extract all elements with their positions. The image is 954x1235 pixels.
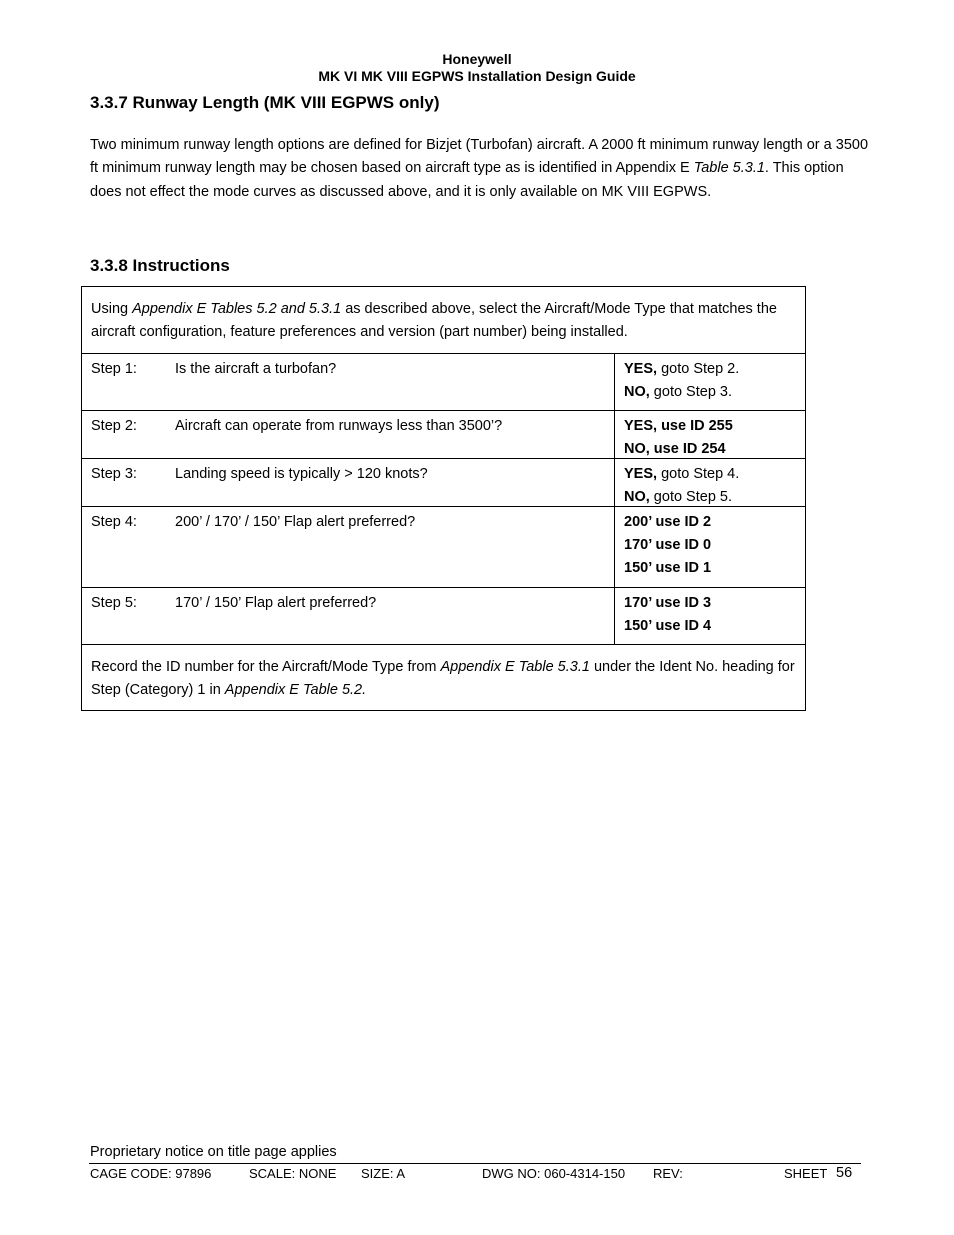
step-label: Step 1: bbox=[91, 360, 137, 377]
step-question-cell bbox=[82, 588, 615, 644]
step-question: Is the aircraft a turbofan? bbox=[175, 360, 337, 377]
answer-text: goto Step 4. bbox=[657, 465, 740, 482]
answer-line: 170’ use ID 3 bbox=[624, 594, 712, 611]
answer-text: goto Step 5. bbox=[649, 488, 733, 505]
instructions-table bbox=[81, 286, 806, 711]
step-row-3 bbox=[82, 458, 805, 506]
page-header bbox=[0, 51, 954, 85]
drawing-number: DWG NO: 060-4314-150 bbox=[482, 1166, 626, 1181]
step-answer-cell bbox=[615, 411, 805, 458]
step-question: 200’ / 170’ / 150’ Flap alert preferred? bbox=[175, 513, 416, 530]
step-question-cell bbox=[82, 459, 615, 506]
sheet-label: SHEET bbox=[784, 1166, 828, 1181]
step-row-5 bbox=[82, 587, 805, 644]
answer-line: YES, use ID 255 bbox=[624, 417, 733, 434]
answer-line: NO, use ID 254 bbox=[624, 440, 726, 457]
step-question: Aircraft can operate from runways less than 3500’? bbox=[175, 417, 503, 434]
intro-text bbox=[82, 287, 805, 353]
answer-line: 150’ use ID 4 bbox=[624, 617, 712, 634]
intro-text-a: Using bbox=[91, 301, 133, 317]
answer-keyword: NO, bbox=[624, 488, 650, 505]
intro-table-ref: Appendix E Tables 5.2 and 5.3.1 bbox=[132, 301, 342, 317]
revision: REV: bbox=[653, 1166, 683, 1181]
step-label: Step 2: bbox=[91, 417, 137, 434]
cage-code: CAGE CODE: 97896 bbox=[90, 1166, 212, 1181]
step-row-4 bbox=[82, 506, 805, 587]
answer-line bbox=[624, 381, 805, 404]
step-answer-cell bbox=[615, 507, 805, 587]
record-text-b: under the Ident No. heading for Step (Category) 1 in bbox=[91, 658, 795, 698]
guide-title: MK VI MK VIII EGPWS Installation Design Guide bbox=[318, 68, 636, 84]
answer-text: goto Step 3. bbox=[649, 383, 733, 400]
step-label: Step 5: bbox=[91, 594, 137, 611]
step-question-cell bbox=[82, 507, 615, 587]
scale: SCALE: NONE bbox=[249, 1166, 337, 1181]
answer-line: 150’ use ID 1 bbox=[624, 560, 712, 577]
record-text bbox=[82, 645, 805, 711]
answer-keyword: YES, bbox=[624, 360, 658, 377]
answer-text: goto Step 2. bbox=[657, 360, 740, 377]
step-question-cell bbox=[82, 411, 615, 458]
step-row-2 bbox=[82, 410, 805, 458]
record-text-a: Record the ID number for the Aircraft/Mode Type from bbox=[91, 658, 441, 675]
answer-line bbox=[624, 358, 805, 381]
runway-para-text-a: Two minimum runway length options are defined for Bizjet (Turbofan) aircraft. A 2000 ft minimum runway length or a 3500 ft minimum runway length may be chosen based on aircraft type as is identified in Appendix E bbox=[90, 137, 869, 177]
record-table-ref-1: Appendix E Table 5.3.1 bbox=[440, 658, 590, 675]
answer-line bbox=[624, 463, 805, 486]
answer-keyword: NO, bbox=[624, 383, 650, 400]
answer-keyword: YES, bbox=[624, 465, 658, 482]
step-answer-cell bbox=[615, 588, 805, 644]
step-question: Landing speed is typically > 120 knots? bbox=[175, 465, 428, 482]
runway-para-text-b: . This option does not effect the mode curves as discussed above, and it is only available on MK VIII EGPWS. bbox=[90, 160, 844, 200]
step-answer-cell bbox=[615, 354, 805, 410]
record-table-ref-2: Appendix E Table 5.2. bbox=[224, 681, 367, 698]
answer-line: 200’ use ID 2 bbox=[624, 513, 712, 530]
sheet-number: 56 bbox=[836, 1165, 853, 1181]
step-question-cell bbox=[82, 354, 615, 410]
step-row-1 bbox=[82, 353, 805, 410]
answer-line: 170’ use ID 0 bbox=[624, 536, 712, 553]
intro-text-b: as described above, select the Aircraft/Mode Type that matches the aircraft configuration, feature preferences and version (part number) being installed. bbox=[91, 301, 777, 341]
proprietary-notice: Proprietary notice on title page applies bbox=[90, 1144, 337, 1160]
intro-row bbox=[82, 287, 805, 353]
runway-para-table-ref: Table 5.3.1 bbox=[693, 160, 765, 177]
section-instructions-title: 3.3.8 Instructions bbox=[90, 256, 230, 275]
footer-divider bbox=[89, 1163, 861, 1164]
step-label: Step 4: bbox=[91, 513, 137, 530]
section-runway-title: 3.3.7 Runway Length (MK VIII EGPWS only) bbox=[90, 93, 440, 112]
record-row bbox=[82, 644, 805, 711]
company-name: Honeywell bbox=[442, 51, 512, 67]
step-answer-cell bbox=[615, 459, 805, 506]
step-question: 170’ / 150’ Flap alert preferred? bbox=[175, 594, 377, 611]
size: SIZE: A bbox=[361, 1166, 406, 1181]
step-label: Step 3: bbox=[91, 465, 137, 482]
runway-paragraph bbox=[90, 134, 870, 204]
